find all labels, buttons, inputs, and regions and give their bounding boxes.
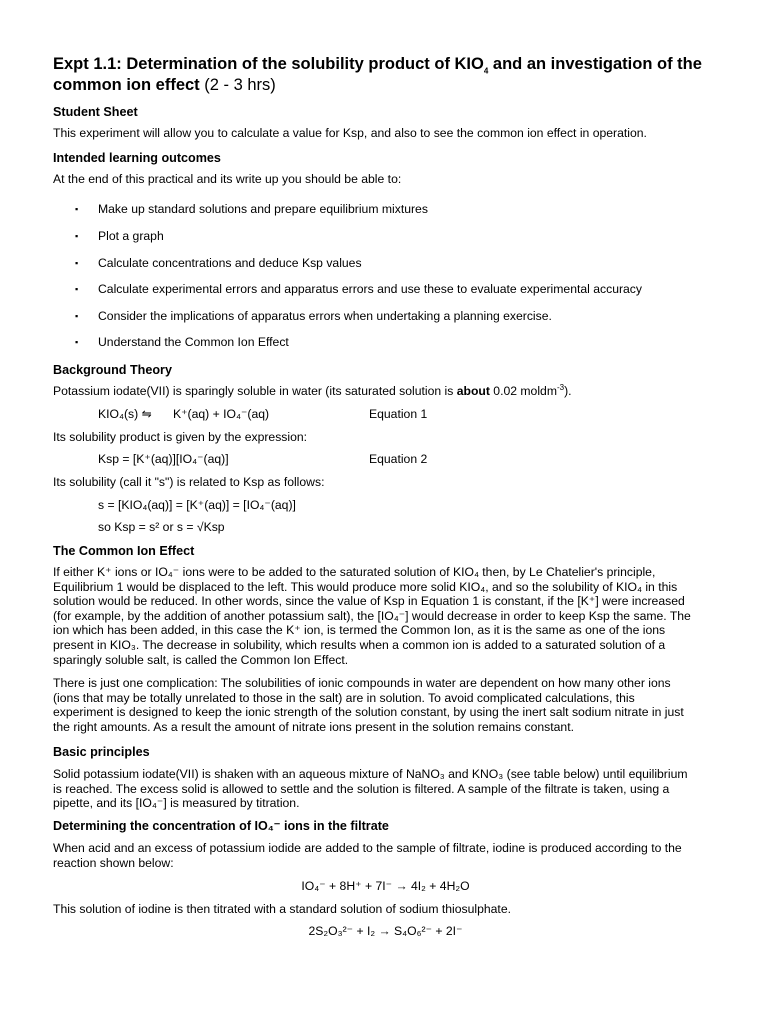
basic-principles-heading: Basic principles — [53, 745, 150, 759]
background-heading: Background Theory — [53, 363, 172, 377]
solubility-line-1: s = [KIO₄(aq)] = [K⁺(aq)] = [IO₄⁻(aq)] — [98, 498, 296, 512]
titration-text: This solution of iodine is then titrated with a standard solution of sodium thiosulphate. — [53, 902, 511, 916]
title-text: Expt 1.1: Determination of the solubility product of KIO — [53, 55, 484, 73]
equation-1-left: KIO₄(s) ⇋ — [98, 407, 152, 421]
reaction-equation-2: 2S₂O₃²⁻ + I₂ → S₄O₆²⁻ + 2I⁻ — [308, 924, 463, 938]
equation-2: Ksp = [K⁺(aq)][IO₄⁻(aq)] — [98, 452, 229, 466]
bullet-icon: ▪ — [75, 337, 79, 347]
equation-2-label: Equation 2 — [369, 452, 428, 466]
common-ion-paragraph-1: If either K⁺ ions or IO₄⁻ ions were to be added to the saturated solution of KIO₄ then, by Le Chatelier's principle, Equilibrium 1 would be displaced to the left. This would produce more solid KIO₄, and so the solubility of KIO₄ in this solution would be reduced. In other words, since the value of Ksp in Equation 1 is constant, if the [K⁺] were increased (for example, by the addition of another potassium salt), the [IO₄⁻] would decrease in order to keep Ksp the same. The ion which has been added, in this case the K⁺ ion, is termed the Common Ion, as it is the same as one of the ions present in KIO₃. The decrease in solubility, which results when a common ion is added to a saturated solution of a sparingly soluble salt, is called the Common Ion Effect. — [53, 565, 691, 667]
bullet-icon: ▪ — [75, 311, 79, 321]
title-duration: (2 - 3 hrs) — [199, 76, 276, 94]
equation-1-right: K⁺(aq) + IO₄⁻(aq) — [173, 407, 270, 421]
basic-principles-paragraph: Solid potassium iodate(VII) is shaken with an aqueous mixture of NaNO₃ and KNO₃ (see table below) until equilibrium is reached. The excess solid is allowed to settle and the solution is filtered. A sample of the filtrate is taken, using a pipette, and its [IO₄⁻] is measured by titration. — [53, 767, 688, 811]
bullet-icon: ▪ — [75, 284, 79, 294]
outcomes-heading: Intended learning outcomes — [53, 151, 221, 165]
common-ion-paragraph-2: There is just one complication: The solubilities of ionic compounds in water are dependent on how many other ions (ions that may be totally unrelated to those in the salt) are in solution. To avoid complicated calculations, this experiment is designed to keep the ionic strength of the solution constant, by using the inert salt sodium nitrate in just the right amounts. As a result the amount of nitrate ions present in the solution remains constant. — [53, 676, 684, 734]
bullet-icon: ▪ — [75, 204, 79, 214]
common-ion-heading: The Common Ion Effect — [53, 544, 195, 558]
equation-1-label: Equation 1 — [369, 407, 428, 421]
determining-paragraph: When acid and an excess of potassium iodide are added to the sample of filtrate, iodine is produced according to the reaction shown below: — [53, 841, 682, 870]
bullet-icon: ▪ — [75, 231, 79, 241]
student-sheet-heading: Student Sheet — [53, 105, 138, 119]
title-text-2: and an investigation of the common ion effect — [53, 55, 702, 94]
solubility-lead: Its solubility (call it "s") is related to Ksp as follows: — [53, 475, 325, 489]
intro-text: This experiment will allow you to calculate a value for Ksp, and also to see the common ion effect in operation. — [53, 126, 647, 140]
reaction-equation-1: IO₄⁻ + 8H⁺ + 7I⁻ → 4I₂ + 4H₂O — [301, 879, 470, 893]
determining-heading: Determining the concentration of IO₄⁻ ions in the filtrate — [53, 819, 389, 833]
outcomes-lead: At the end of this practical and its write up you should be able to: — [53, 172, 402, 186]
expression-lead: Its solubility product is given by the expression: — [53, 430, 308, 444]
solubility-line-2: so Ksp = s² or s = √Ksp — [98, 520, 225, 534]
page-title — [53, 54, 718, 96]
background-intro: Potassium iodate(VII) is sparingly soluble in water (its saturated solution is about 0.02 moldm$^{-3}$). — [53, 382, 572, 398]
bullet-icon: ▪ — [75, 258, 79, 268]
title-subscript: 4 — [483, 66, 489, 76]
